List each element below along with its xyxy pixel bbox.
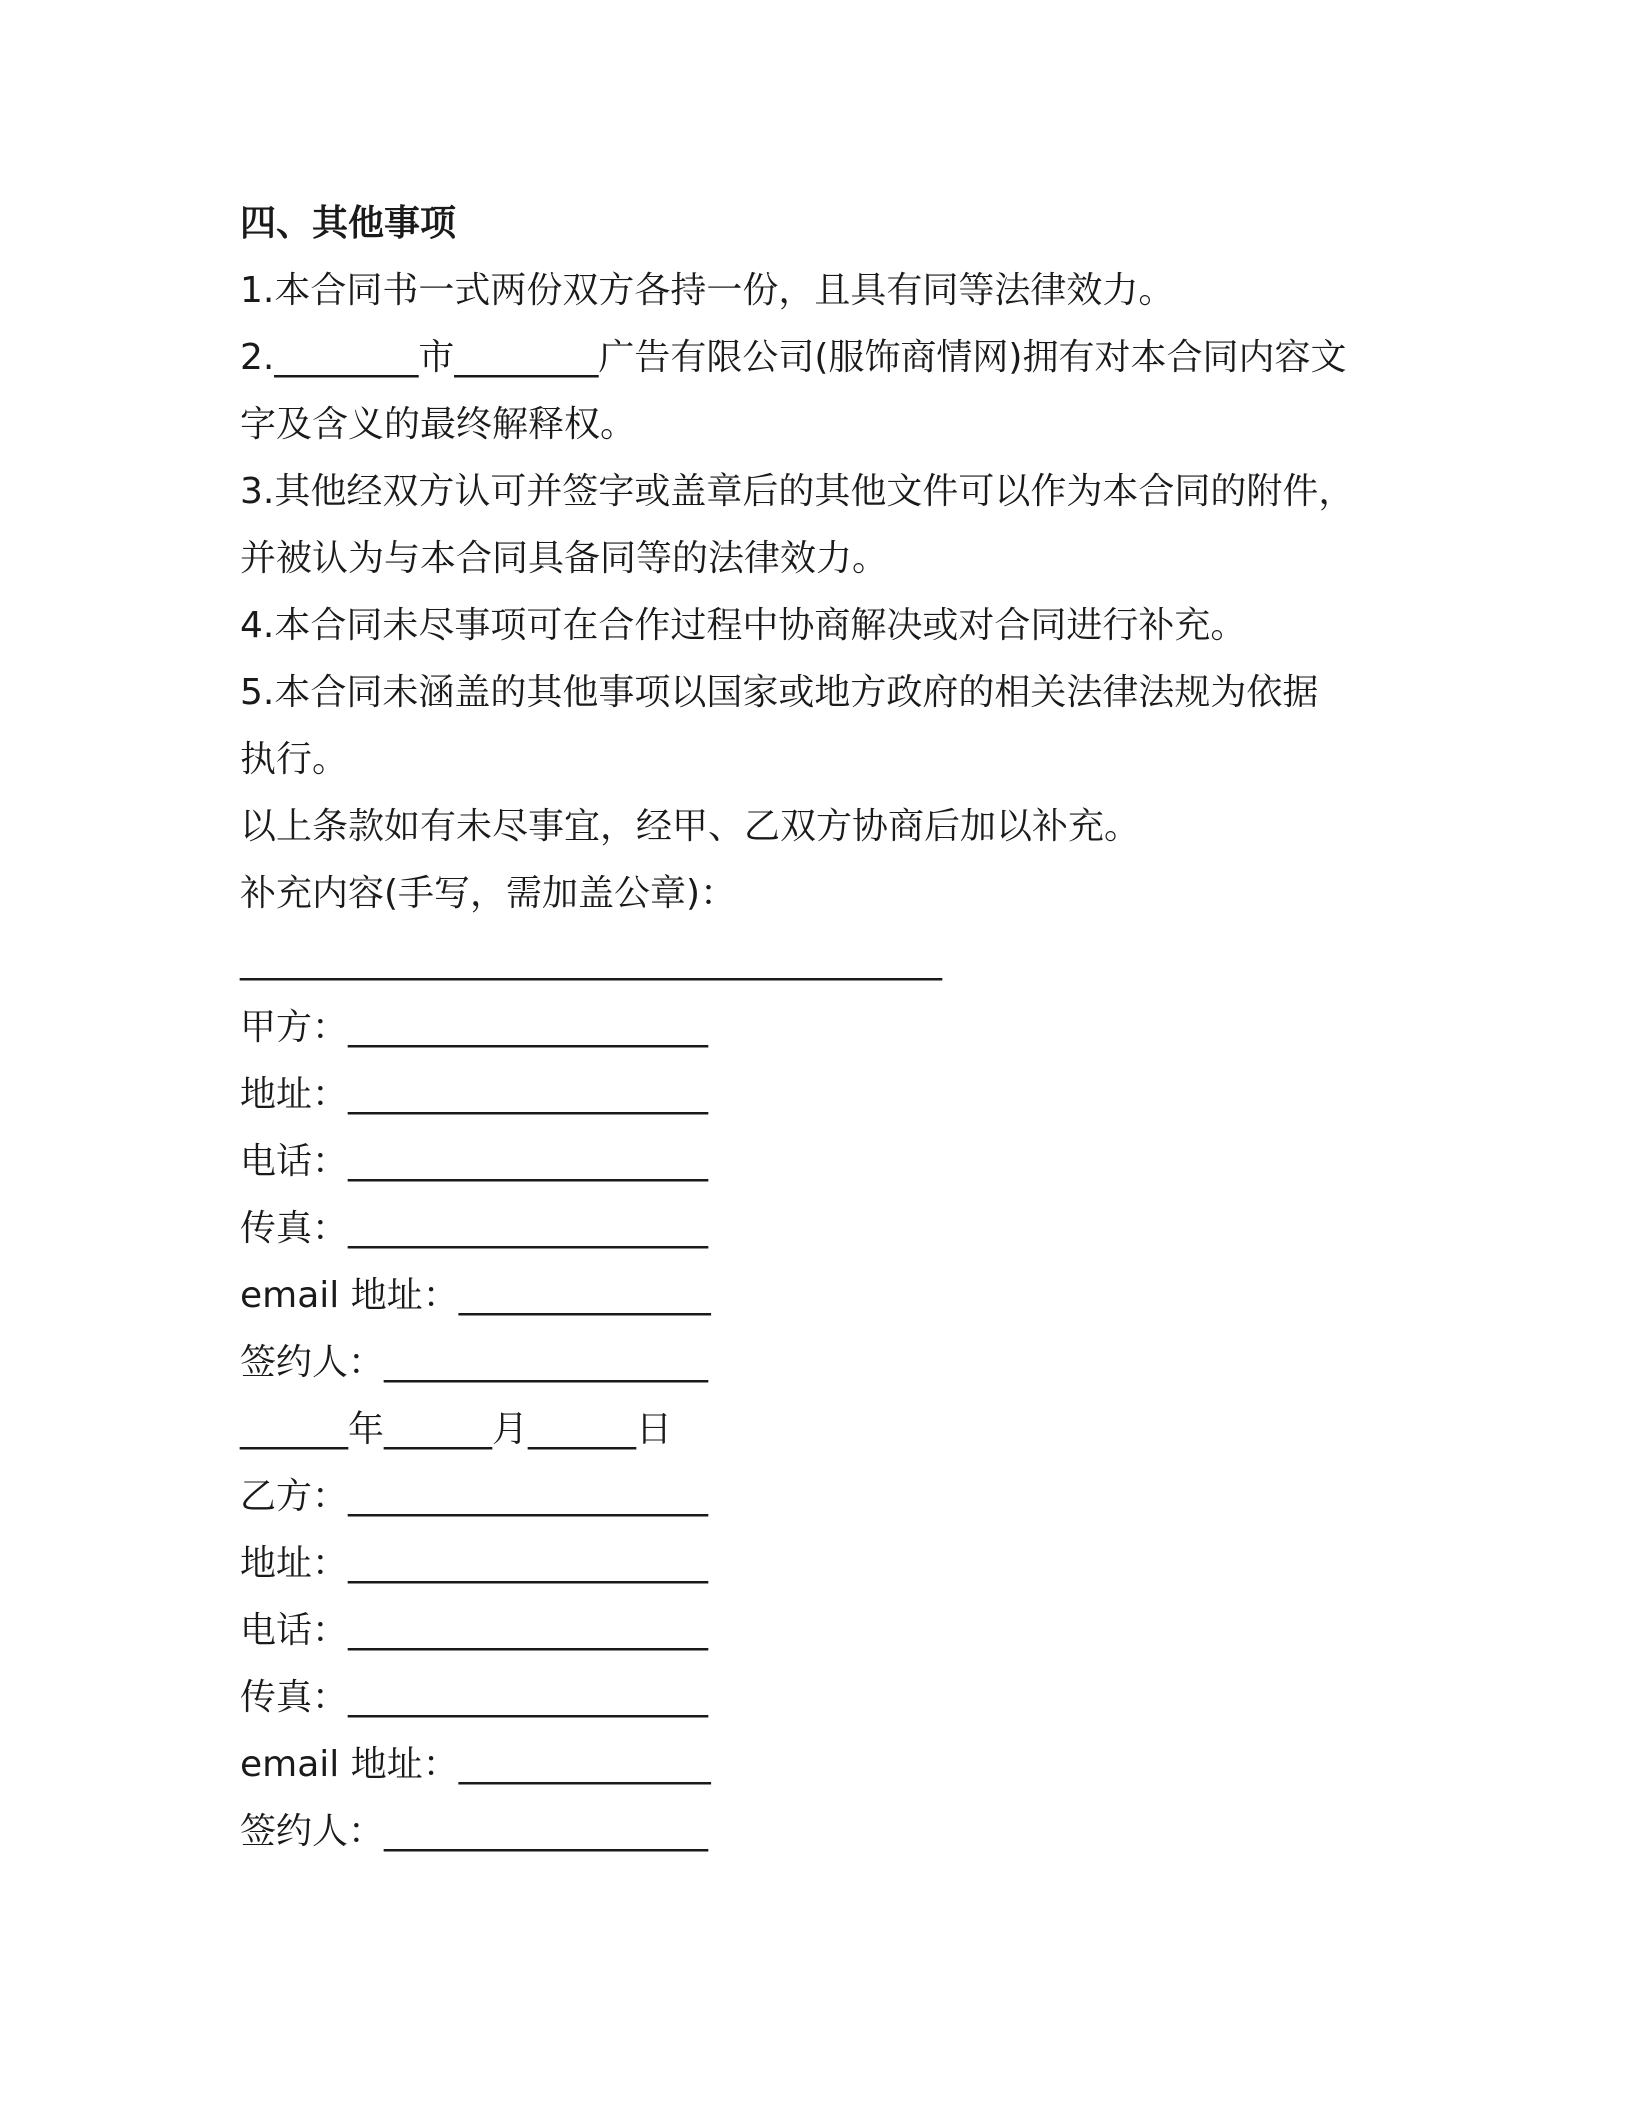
- party-b-email-field: email 地址：______________: [240, 1744, 711, 1785]
- party-a-name-field: 甲方：____________________: [240, 1007, 709, 1048]
- supplement-label: 补充内容(手写，需加盖公章)：: [240, 873, 737, 914]
- section-heading: 四、其他事项: [240, 203, 457, 244]
- party-a-signer-field: 签约人：__________________: [240, 1342, 709, 1383]
- party-a-fax-field: 传真：____________________: [240, 1208, 709, 1249]
- party-a-phone-field: 电话：____________________: [240, 1141, 709, 1182]
- clause-2-continued: 字及含义的最终解释权。: [240, 404, 637, 445]
- clause-3-continued: 并被认为与本合同具备同等的法律效力。: [240, 538, 889, 579]
- party-b-fax-field: 传真：____________________: [240, 1677, 709, 1718]
- supplement-line: _______________________________________: [240, 940, 942, 981]
- clause-1: 1.本合同书一式两份双方各持一份，且具有同等法律效力。: [240, 270, 1175, 311]
- clause-3: 3.其他经双方认可并签字或盖章后的其他文件可以作为本合同的附件，: [240, 471, 1355, 512]
- party-b-address-field: 地址：____________________: [240, 1543, 709, 1584]
- closing-text: 以上条款如有未尽事宜，经甲、乙双方协商后加以补充。: [240, 806, 1141, 847]
- party-b-phone-field: 电话：____________________: [240, 1610, 709, 1651]
- party-b-name-field: 乙方：____________________: [240, 1476, 709, 1517]
- clause-4: 4.本合同未尽事项可在合作过程中协商解决或对合同进行补充。: [240, 605, 1247, 646]
- party-b-signer-field: 签约人：__________________: [240, 1811, 709, 1852]
- party-b-block: [240, 1463, 1380, 1865]
- clause-5-continued: 执行。: [240, 739, 349, 780]
- party-a-date-field: ______年______月______日: [240, 1409, 672, 1450]
- clause-2: 2.________市________广告有限公司(服饰商情网)拥有对本合同内容文: [240, 337, 1347, 378]
- party-a-address-field: 地址：____________________: [240, 1074, 709, 1115]
- clause-5: 5.本合同未涵盖的其他事项以国家或地方政府的相关法律法规为依据: [240, 672, 1319, 713]
- contract-content: [240, 190, 1380, 1865]
- party-a-block: [240, 994, 1380, 1463]
- party-a-email-field: email 地址：______________: [240, 1275, 711, 1316]
